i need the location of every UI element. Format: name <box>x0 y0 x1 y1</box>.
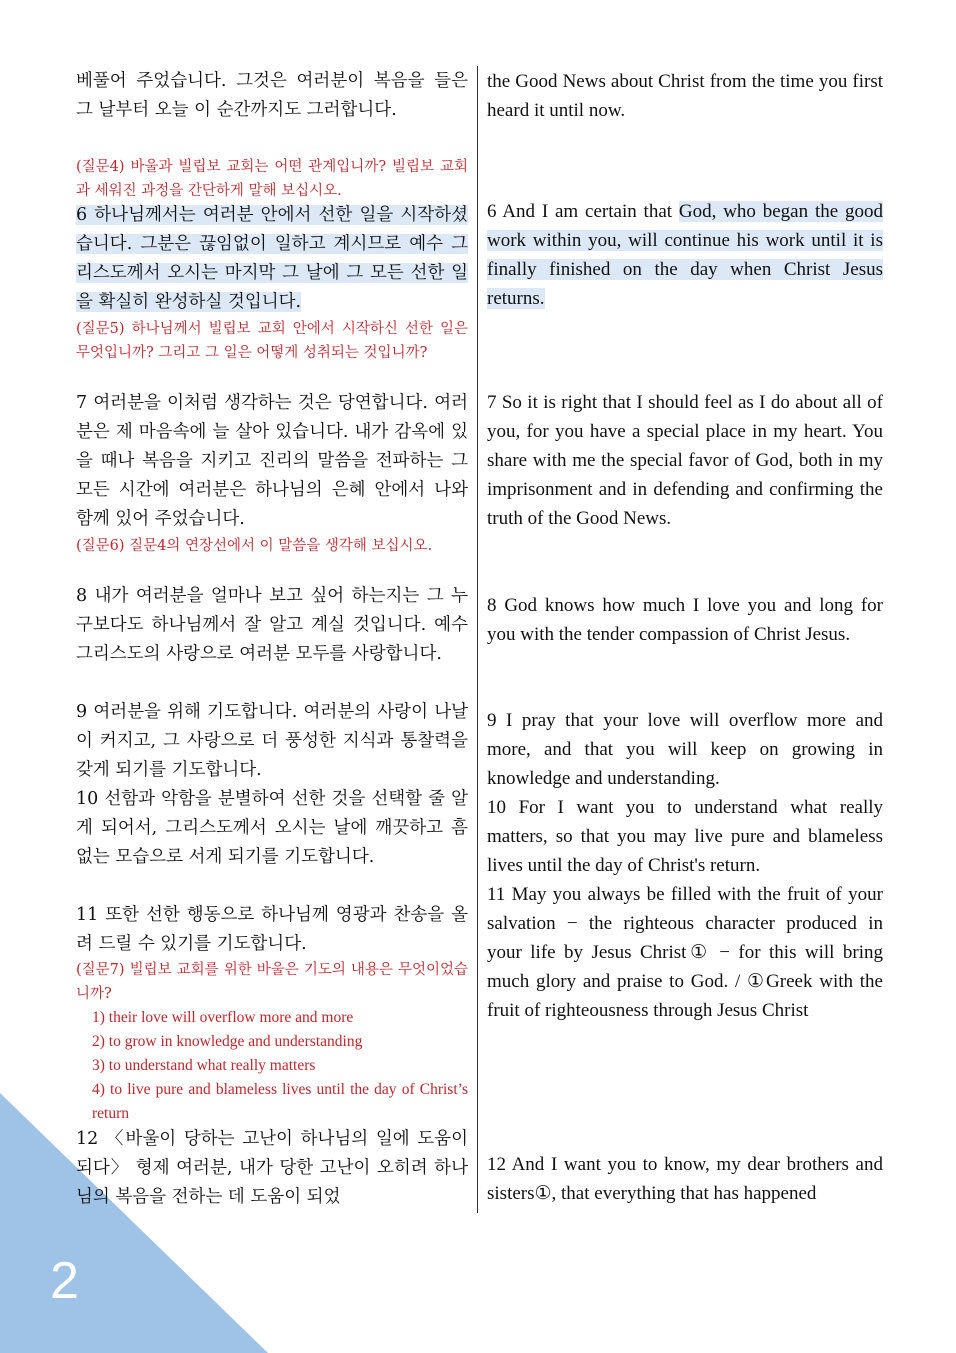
korean-intro-text: 베풀어 주었습니다. 그것은 여러분이 복음을 들은 그 날부터 오늘 이 순간까지도 그러합니다. <box>76 71 468 120</box>
question-7-answer-list <box>76 1006 468 1126</box>
question-7-answer: 2) to grow in knowledge and understanding <box>92 1033 363 1050</box>
korean-verse-7: 7 여러분을 이처럼 생각하는 것은 당연합니다. 여러분은 제 마음속에 늘 살아 있습니다. 내가 감옥에 있을 때나 복음을 지키고 진리의 말씀을 전파하는 그 모든 시간에 여러분은 하나님의 은혜 안에서 나와 함께 있어 주었습니다. <box>76 393 468 529</box>
english-verse-9: 9 I pray that your love will overflow more and more, and that you will keep on growing in knowledge and understanding. <box>487 710 883 789</box>
question-6: (질문6) 질문4의 연장선에서 이 말씀을 생각해 보십시오. <box>76 538 433 554</box>
english-verse-6 <box>487 197 883 313</box>
korean-verse-12: 12 〈바울이 당하는 고난이 하나님의 일에 도움이 되다〉 형제 여러분, 내가 당한 고난이 오히려 하나님의 복음을 전하는 데 도움이 되었 <box>76 1129 468 1207</box>
question-7-answer: 4) to live pure and blameless lives until the day of Christ’s return <box>92 1081 468 1122</box>
korean-verse-6-highlight: 6 하나님께서는 여러분 안에서 선한 일을 시작하셨습니다. 그분은 끊임없이 일하고 계시므로 예수 그리스도께서 오시는 마지막 그 날에 그 모든 선한 일을 확실히 완성하실 것입니다. <box>76 205 468 312</box>
question-7 <box>76 958 468 1126</box>
english-verse-6-lead: 6 And I am certain that <box>487 201 679 222</box>
english-verse-12: 12 And I want you to know, my dear brothers and sisters①, that everything that has happened <box>487 1154 883 1204</box>
question-7-answer: 1) their love will overflow more and more <box>92 1009 354 1026</box>
english-verse-8: 8 God knows how much I love you and long for you with the tender compassion of Christ Jesus. <box>487 595 883 645</box>
question-5: (질문5) 하나님께서 빌립보 교회 안에서 시작하신 선한 일은 무엇입니까? 그리고 그 일은 어떻게 성취되는 것입니까? <box>76 321 468 361</box>
korean-verse-6 <box>76 201 468 317</box>
korean-verse-8: 8 내가 여러분을 얼마나 보고 싶어 하는지는 그 누구보다도 하나님께서 잘 알고 계실 것입니다. 예수 그리스도의 사랑으로 여러분 모두를 사랑합니다. <box>76 586 468 664</box>
english-verse-11: 11 May you always be filled with the fruit of your salvation − the righteous character produced in your life by Jesus Christ① − for this will bring much glory and praise to God. / ①Greek with the fruit of righteousness through Jesus Christ <box>487 884 883 1021</box>
english-verse-6-highlight: God, who began the good work within you, will continue his work until it is finally finished on the day when Christ Jesus returns. <box>487 201 883 309</box>
korean-verse-11: 11 또한 선한 행동으로 하나님께 영광과 찬송을 올려 드릴 수 있기를 기도합니다. <box>76 905 468 954</box>
korean-verse-10: 10 선함과 악함을 분별하여 선한 것을 선택할 줄 알게 되어서, 그리스도께서 오시는 날에 깨끗하고 흠 없는 모습으로 서게 되기를 기도합니다. <box>76 789 468 867</box>
english-intro-text: the Good News about Christ from the time you first heard it until now. <box>487 71 883 121</box>
question-4: (질문4) 바울과 빌립보 교회는 어떤 관계입니까? 빌립보 교회과 세워진 과정을 간단하게 말해 보십시오. <box>76 159 468 199</box>
page-number: 2 <box>50 1252 79 1310</box>
english-verse-10: 10 For I want you to understand what really matters, so that you may live pure and blameless lives until the day of Christ's return. <box>487 797 883 876</box>
english-verse-7: 7 So it is right that I should feel as I do about all of you, for you have a special place in my heart. You share with me the special favor of God, both in my imprisonment and in defending and confirming the truth of the Good News. <box>487 392 883 529</box>
column-divider <box>477 66 478 1213</box>
korean-verse-9: 9 여러분을 위해 기도합니다. 여러분의 사랑이 나날이 커지고, 그 사랑으로 더 풍성한 지식과 통찰력을 갖게 되기를 기도합니다. <box>76 702 468 780</box>
question-7-answer: 3) to understand what really matters <box>92 1057 316 1074</box>
question-7-text: (질문7) 빌립보 교회를 위한 바울은 기도의 내용은 무엇이었습니까? <box>76 962 468 1002</box>
